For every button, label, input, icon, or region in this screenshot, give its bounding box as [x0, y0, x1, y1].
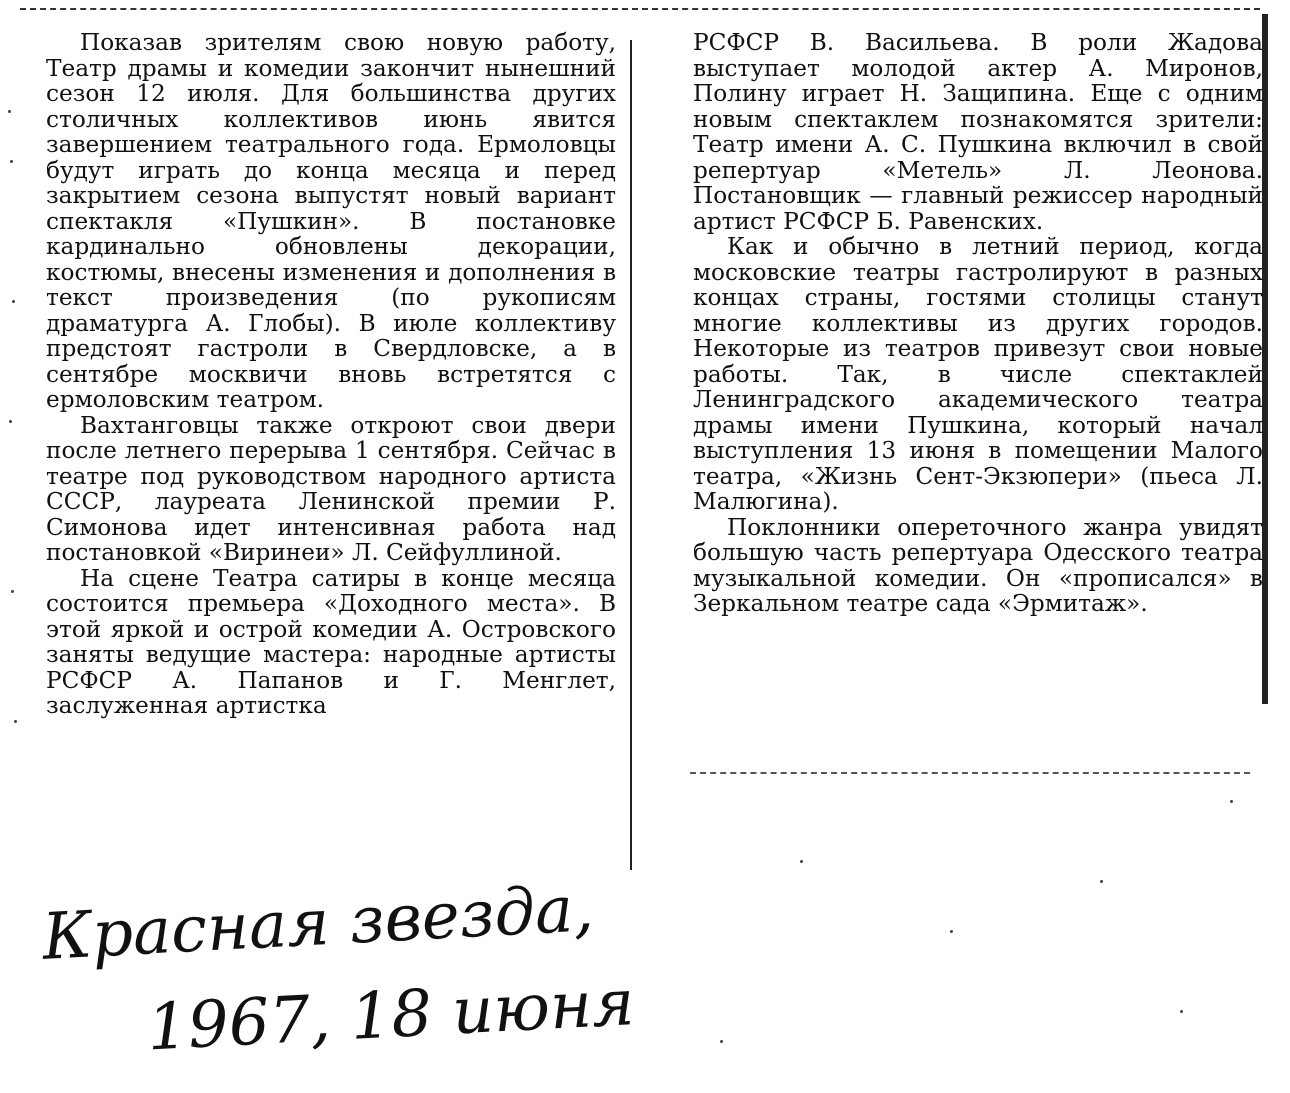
scan-speck — [10, 160, 13, 163]
scan-speck — [12, 300, 15, 303]
scan-speck — [1180, 1010, 1183, 1013]
scan-speck — [11, 590, 14, 593]
scan-noise — [690, 772, 1250, 774]
paragraph: На сцене Театра сатиры в конце месяца состоится премьера «Доходного места». В этой яркой и острой комедии А. Островского заняты ведущие мастера: народные артисты РСФСР А. Папанов и Г. Менглет, заслуженная артистка — [46, 564, 616, 719]
article-column-right — [693, 30, 1263, 617]
paragraph: Вахтанговцы также откроют свои двери после летнего перерыва 1 сентября. Сейчас в театре под руководством народного артиста СССР, лауреата Ленинской премии Р. Симонова идет интенсивная работа над постановкой «Виринеи» Л. Сейфуллиной. — [46, 411, 616, 566]
paragraph: Поклонники опереточного жанра увидят большую часть репертуара Одесского театра музыкальной комедии. Он «прописался» в Зеркальном театре сада «Эрмитаж». — [693, 513, 1263, 617]
scan-speck — [8, 110, 11, 113]
paragraph: Как и обычно в летний период, когда московские театры гастролируют в разных концах страны, гостями столицы станут многие коллективы из других городов. Некоторые из театров привезут свои новые работы. Так, в числе спектаклей Ленинградского академического театра драмы имени Пушкина, который начал выступления 13 июня в помещении Малого театра, «Жизнь Сент-Экзюпери» (пьеса Л. Малюгина). — [693, 233, 1263, 515]
clipping-top-edge — [20, 8, 1260, 10]
scan-speck — [1230, 800, 1233, 803]
handwritten-source-line: Красная звезда, — [40, 872, 596, 975]
handwritten-source-note — [40, 859, 637, 1081]
paragraph: Показав зрителям свою новую работу, Театр драмы и комедии закончит нынешний сезон 12 июля. Для большинства других столичных коллективов июнь явится завершением театрального года. Ермоловцы будут играть до конца месяца и перед закрытием сезона выпустят новый вариант спектакля «Пушкин». В постановке кардинально обновлены декорации, костюмы, внесены изменения и дополнения в текст произведения (по рукописям драматурга А. Глобы). В июле коллективу предстоят гастроли в Свердловске, а в сентябре москвичи вновь встретятся с ермоловским театром. — [46, 29, 616, 413]
handwritten-date-line: 1967, 18 июня — [145, 966, 637, 1066]
article-column-left — [46, 30, 616, 719]
scan-speck — [1100, 880, 1103, 883]
scan-speck — [950, 930, 953, 933]
paragraph: РСФСР В. Васильева. В роли Жадова выступает молодой актер А. Миронов, Полину играет Н. Защипина. Еще с одним новым спектаклем познакомятся зрители: Театр имени А. С. Пушкина включил в свой репертуар «Метель» Л. Леонова. Постановщик — главный режиссер народный артист РСФСР Б. Равенских. — [693, 29, 1263, 235]
column-rule — [630, 40, 632, 870]
scan-speck — [14, 720, 17, 723]
scan-speck — [800, 860, 803, 863]
scan-speck — [720, 1040, 723, 1043]
scan-speck — [9, 420, 12, 423]
